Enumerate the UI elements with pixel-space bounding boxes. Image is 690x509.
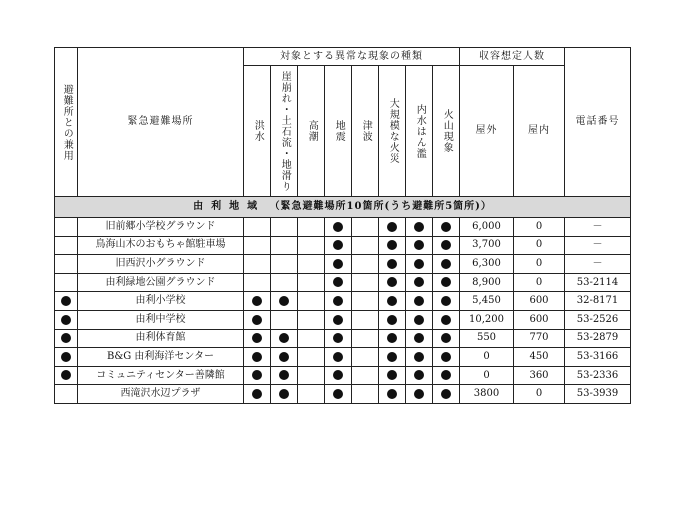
site-name-cell: 由利緑地公園グラウンド: [78, 273, 244, 292]
hazard-cell-volcanic: [433, 310, 460, 329]
hazard-cell-landslide: [271, 255, 298, 274]
hazard-cell-volcanic: [433, 329, 460, 348]
hazard-dot-icon: [252, 333, 262, 343]
hazard-dot-icon: [387, 389, 397, 399]
hazard-cell-storm-surge: [298, 255, 325, 274]
hazard-dot-icon: [441, 296, 451, 306]
hazard-dot-icon: [441, 222, 451, 232]
hazard-cell-landslide: [271, 236, 298, 255]
hazard-dot-icon: [279, 370, 289, 380]
hazard-cell-storm-surge: [298, 329, 325, 348]
hazard-dot-icon: [333, 240, 343, 250]
header-capacity-group: [460, 48, 565, 66]
hazard-dot-icon: [414, 259, 424, 269]
hazard-dot-icon: [441, 240, 451, 250]
header-indoor-cell: [514, 66, 565, 197]
table-row: [55, 236, 631, 255]
hazard-dot-icon: [333, 277, 343, 287]
outdoor-capacity-cell: 6,300: [460, 255, 514, 274]
header-row-top: [55, 48, 631, 66]
hazard-dot-icon: [441, 333, 451, 343]
indoor-capacity-cell: 600: [514, 310, 565, 329]
phone-cell: 53-2526: [565, 310, 631, 329]
hazard-cell-flood: [244, 348, 271, 367]
table-row: [55, 292, 631, 311]
hazard-cell-flood: [244, 366, 271, 385]
header-hazard-cell: [379, 66, 406, 197]
hazard-cell-large-fire: [379, 348, 406, 367]
hazard-cell-tsunami: [352, 385, 379, 404]
hazard-dot-icon: [252, 389, 262, 399]
shelter-dot-icon: [61, 370, 71, 380]
outdoor-capacity-cell: 10,200: [460, 310, 514, 329]
header-hazard-cell: [298, 66, 325, 197]
header-hazard-storm-surge: 高潮: [306, 120, 318, 142]
header-hazard-cell: [244, 66, 271, 197]
evacuation-sites-table: [54, 47, 631, 404]
hazard-dot-icon: [414, 370, 424, 380]
indoor-capacity-cell: 450: [514, 348, 565, 367]
phone-cell: 53-3939: [565, 385, 631, 404]
site-name-cell: 旧西沢小グラウンド: [78, 255, 244, 274]
hazard-cell-landslide: [271, 292, 298, 311]
indoor-capacity-cell: 600: [514, 292, 565, 311]
hazard-cell-large-fire: [379, 273, 406, 292]
phone-cell: 53-2879: [565, 329, 631, 348]
hazard-cell-landslide: [271, 366, 298, 385]
site-name-cell: 旧前郷小学校グラウンド: [78, 218, 244, 237]
hazard-cell-flood: [244, 329, 271, 348]
hazard-cell-inland-flood: [406, 236, 433, 255]
site-name-cell: B&G 由利海洋センター: [78, 348, 244, 367]
indoor-capacity-cell: 0: [514, 273, 565, 292]
shelter-dot-icon: [61, 315, 71, 325]
hazard-cell-flood: [244, 218, 271, 237]
shelter-dot-icon: [61, 296, 71, 306]
hazard-cell-flood: [244, 310, 271, 329]
phone-cell: 53-3166: [565, 348, 631, 367]
hazard-cell-tsunami: [352, 292, 379, 311]
hazard-cell-storm-surge: [298, 348, 325, 367]
phone-cell: －: [565, 236, 631, 255]
hazard-cell-large-fire: [379, 385, 406, 404]
table-row: [55, 329, 631, 348]
hazard-cell-inland-flood: [406, 292, 433, 311]
indoor-capacity-cell: 770: [514, 329, 565, 348]
hazard-cell-storm-surge: [298, 310, 325, 329]
hazard-dot-icon: [387, 370, 397, 380]
header-capacity-label: 収容想定人数: [479, 50, 545, 62]
hazard-cell-tsunami: [352, 236, 379, 255]
hazard-cell-flood: [244, 255, 271, 274]
hazard-cell-volcanic: [433, 273, 460, 292]
hazard-cell-tsunami: [352, 366, 379, 385]
hazard-dot-icon: [387, 240, 397, 250]
hazard-dot-icon: [414, 296, 424, 306]
indoor-capacity-cell: 0: [514, 236, 565, 255]
outdoor-capacity-cell: 0: [460, 348, 514, 367]
hazard-dot-icon: [414, 277, 424, 287]
table-row: [55, 348, 631, 367]
hazard-cell-earthquake: [325, 292, 352, 311]
header-hazard-tsunami: 津波: [360, 120, 372, 142]
site-name-cell: コミュニティセンター善隣館: [78, 366, 244, 385]
hazard-dot-icon: [414, 315, 424, 325]
hazard-cell-tsunami: [352, 218, 379, 237]
hazard-dot-icon: [333, 259, 343, 269]
phone-cell: 32-8171: [565, 292, 631, 311]
hazard-cell-storm-surge: [298, 218, 325, 237]
table-row: [55, 273, 631, 292]
indoor-capacity-cell: 0: [514, 255, 565, 274]
hazard-cell-earthquake: [325, 218, 352, 237]
hazard-cell-inland-flood: [406, 366, 433, 385]
indoor-capacity-cell: 0: [514, 385, 565, 404]
site-name-cell: 鳥海山木のおもちゃ館駐車場: [78, 236, 244, 255]
header-outdoor-cell: [460, 66, 514, 197]
hazard-cell-flood: [244, 385, 271, 404]
header-phone-cell: [565, 48, 631, 197]
hazard-cell-landslide: [271, 348, 298, 367]
hazard-dot-icon: [387, 333, 397, 343]
header-hazard-cell: [271, 66, 298, 197]
header-hazard-inland-flood: 内水はん濫: [414, 103, 426, 159]
hazard-dot-icon: [441, 277, 451, 287]
hazard-cell-storm-surge: [298, 236, 325, 255]
hazard-cell-storm-surge: [298, 366, 325, 385]
hazard-cell-earthquake: [325, 366, 352, 385]
hazard-cell-earthquake: [325, 385, 352, 404]
header-hazard-cell: [433, 66, 460, 197]
shelter-cell: [55, 366, 78, 385]
hazard-dot-icon: [333, 352, 343, 362]
header-name-label: 緊急避難場所: [127, 116, 194, 127]
hazard-dot-icon: [387, 352, 397, 362]
region-cell: [55, 197, 631, 218]
hazard-cell-inland-flood: [406, 329, 433, 348]
hazard-dot-icon: [333, 389, 343, 399]
outdoor-capacity-cell: 5,450: [460, 292, 514, 311]
hazard-cell-earthquake: [325, 236, 352, 255]
shelter-cell: [55, 292, 78, 311]
shelter-dot-icon: [61, 352, 71, 362]
outdoor-capacity-cell: 6,000: [460, 218, 514, 237]
hazard-cell-large-fire: [379, 329, 406, 348]
hazard-cell-large-fire: [379, 292, 406, 311]
hazard-cell-large-fire: [379, 218, 406, 237]
hazard-cell-inland-flood: [406, 255, 433, 274]
hazard-cell-large-fire: [379, 366, 406, 385]
hazard-cell-earthquake: [325, 310, 352, 329]
region-name: 由利地域: [193, 201, 266, 212]
hazard-cell-flood: [244, 273, 271, 292]
hazard-cell-volcanic: [433, 385, 460, 404]
hazard-dot-icon: [279, 296, 289, 306]
header-hazard-cell: [325, 66, 352, 197]
header-hazard-cell: [406, 66, 433, 197]
hazard-cell-flood: [244, 292, 271, 311]
hazard-dot-icon: [252, 370, 262, 380]
region-row: [55, 197, 631, 218]
hazard-dot-icon: [333, 222, 343, 232]
hazard-cell-tsunami: [352, 310, 379, 329]
indoor-capacity-cell: 0: [514, 218, 565, 237]
hazard-dot-icon: [252, 352, 262, 362]
hazard-cell-earthquake: [325, 348, 352, 367]
site-name-cell: 由利小学校: [78, 292, 244, 311]
shelter-cell: [55, 385, 78, 404]
hazard-cell-inland-flood: [406, 273, 433, 292]
hazard-cell-volcanic: [433, 255, 460, 274]
hazard-cell-volcanic: [433, 292, 460, 311]
phone-cell: －: [565, 218, 631, 237]
phone-cell: 53-2336: [565, 366, 631, 385]
outdoor-capacity-cell: 550: [460, 329, 514, 348]
table-row: [55, 255, 631, 274]
hazard-dot-icon: [252, 296, 262, 306]
outdoor-capacity-cell: 8,900: [460, 273, 514, 292]
hazard-cell-landslide: [271, 273, 298, 292]
hazard-cell-volcanic: [433, 236, 460, 255]
table-row: [55, 385, 631, 404]
hazard-cell-tsunami: [352, 348, 379, 367]
site-name-cell: 西滝沢水辺プラザ: [78, 385, 244, 404]
header-hazard-cell: [352, 66, 379, 197]
header-hazard-landslide: 崖崩れ・土石流・地滑り: [279, 70, 291, 192]
hazard-cell-tsunami: [352, 329, 379, 348]
header-name-cell: [78, 48, 244, 197]
hazard-dot-icon: [441, 389, 451, 399]
hazard-dot-icon: [333, 333, 343, 343]
hazard-dot-icon: [414, 352, 424, 362]
hazard-cell-inland-flood: [406, 218, 433, 237]
hazard-cell-large-fire: [379, 310, 406, 329]
hazard-cell-earthquake: [325, 255, 352, 274]
hazard-cell-large-fire: [379, 236, 406, 255]
hazard-dot-icon: [387, 222, 397, 232]
hazard-dot-icon: [387, 277, 397, 287]
hazard-dot-icon: [414, 389, 424, 399]
hazard-cell-inland-flood: [406, 385, 433, 404]
hazard-dot-icon: [387, 259, 397, 269]
hazard-cell-volcanic: [433, 348, 460, 367]
hazard-cell-volcanic: [433, 218, 460, 237]
outdoor-capacity-cell: 3800: [460, 385, 514, 404]
indoor-capacity-cell: 360: [514, 366, 565, 385]
hazard-dot-icon: [333, 315, 343, 325]
header-shelter-cell: [55, 48, 78, 197]
table-row: [55, 310, 631, 329]
hazard-cell-landslide: [271, 218, 298, 237]
header-hazard-volcanic: 火山現象: [441, 109, 453, 153]
hazard-dot-icon: [414, 240, 424, 250]
header-hazard-large-fire: 大規模な火災: [387, 98, 399, 164]
header-hazards-label: 対象とする異常な現象の種類: [280, 50, 423, 62]
hazard-dot-icon: [387, 315, 397, 325]
shelter-dot-icon: [61, 333, 71, 343]
table-row: [55, 218, 631, 237]
site-name-cell: 由利中学校: [78, 310, 244, 329]
hazard-dot-icon: [333, 296, 343, 306]
hazard-cell-earthquake: [325, 273, 352, 292]
hazard-cell-inland-flood: [406, 310, 433, 329]
outdoor-capacity-cell: 0: [460, 366, 514, 385]
shelter-cell: [55, 348, 78, 367]
hazard-dot-icon: [279, 333, 289, 343]
hazard-cell-volcanic: [433, 366, 460, 385]
header-hazards-group: [244, 48, 460, 66]
table-row: [55, 366, 631, 385]
hazard-cell-tsunami: [352, 255, 379, 274]
phone-cell: 53-2114: [565, 273, 631, 292]
hazard-dot-icon: [441, 259, 451, 269]
hazard-cell-storm-surge: [298, 273, 325, 292]
hazard-cell-inland-flood: [406, 348, 433, 367]
shelter-cell: [55, 218, 78, 237]
header-hazard-earthquake: 地震: [333, 120, 345, 142]
hazard-dot-icon: [414, 222, 424, 232]
shelter-cell: [55, 255, 78, 274]
hazard-dot-icon: [414, 333, 424, 343]
hazard-dot-icon: [333, 370, 343, 380]
hazard-dot-icon: [252, 315, 262, 325]
outdoor-capacity-cell: 3,700: [460, 236, 514, 255]
region-summary: （緊急避難場所10箇所(うち避難所5箇所)）: [269, 201, 492, 212]
hazard-cell-tsunami: [352, 273, 379, 292]
phone-cell: －: [565, 255, 631, 274]
header-outdoor-label: 屋外: [475, 125, 498, 136]
header-phone-label: 電話番号: [575, 116, 620, 127]
hazard-dot-icon: [279, 389, 289, 399]
shelter-cell: [55, 329, 78, 348]
hazard-dot-icon: [387, 296, 397, 306]
hazard-cell-flood: [244, 236, 271, 255]
hazard-cell-large-fire: [379, 255, 406, 274]
hazard-cell-landslide: [271, 310, 298, 329]
header-indoor-label: 屋内: [528, 125, 550, 136]
shelter-cell: [55, 236, 78, 255]
hazard-cell-landslide: [271, 329, 298, 348]
hazard-dot-icon: [441, 352, 451, 362]
header-hazard-flood: 洪水: [252, 120, 264, 142]
hazard-cell-storm-surge: [298, 385, 325, 404]
hazard-cell-landslide: [271, 385, 298, 404]
header-shelter-label: 避難所との兼用: [61, 83, 73, 161]
hazard-dot-icon: [279, 352, 289, 362]
hazard-cell-storm-surge: [298, 292, 325, 311]
shelter-cell: [55, 273, 78, 292]
hazard-cell-earthquake: [325, 329, 352, 348]
hazard-dot-icon: [441, 370, 451, 380]
shelter-cell: [55, 310, 78, 329]
site-name-cell: 由利体育館: [78, 329, 244, 348]
hazard-dot-icon: [441, 315, 451, 325]
